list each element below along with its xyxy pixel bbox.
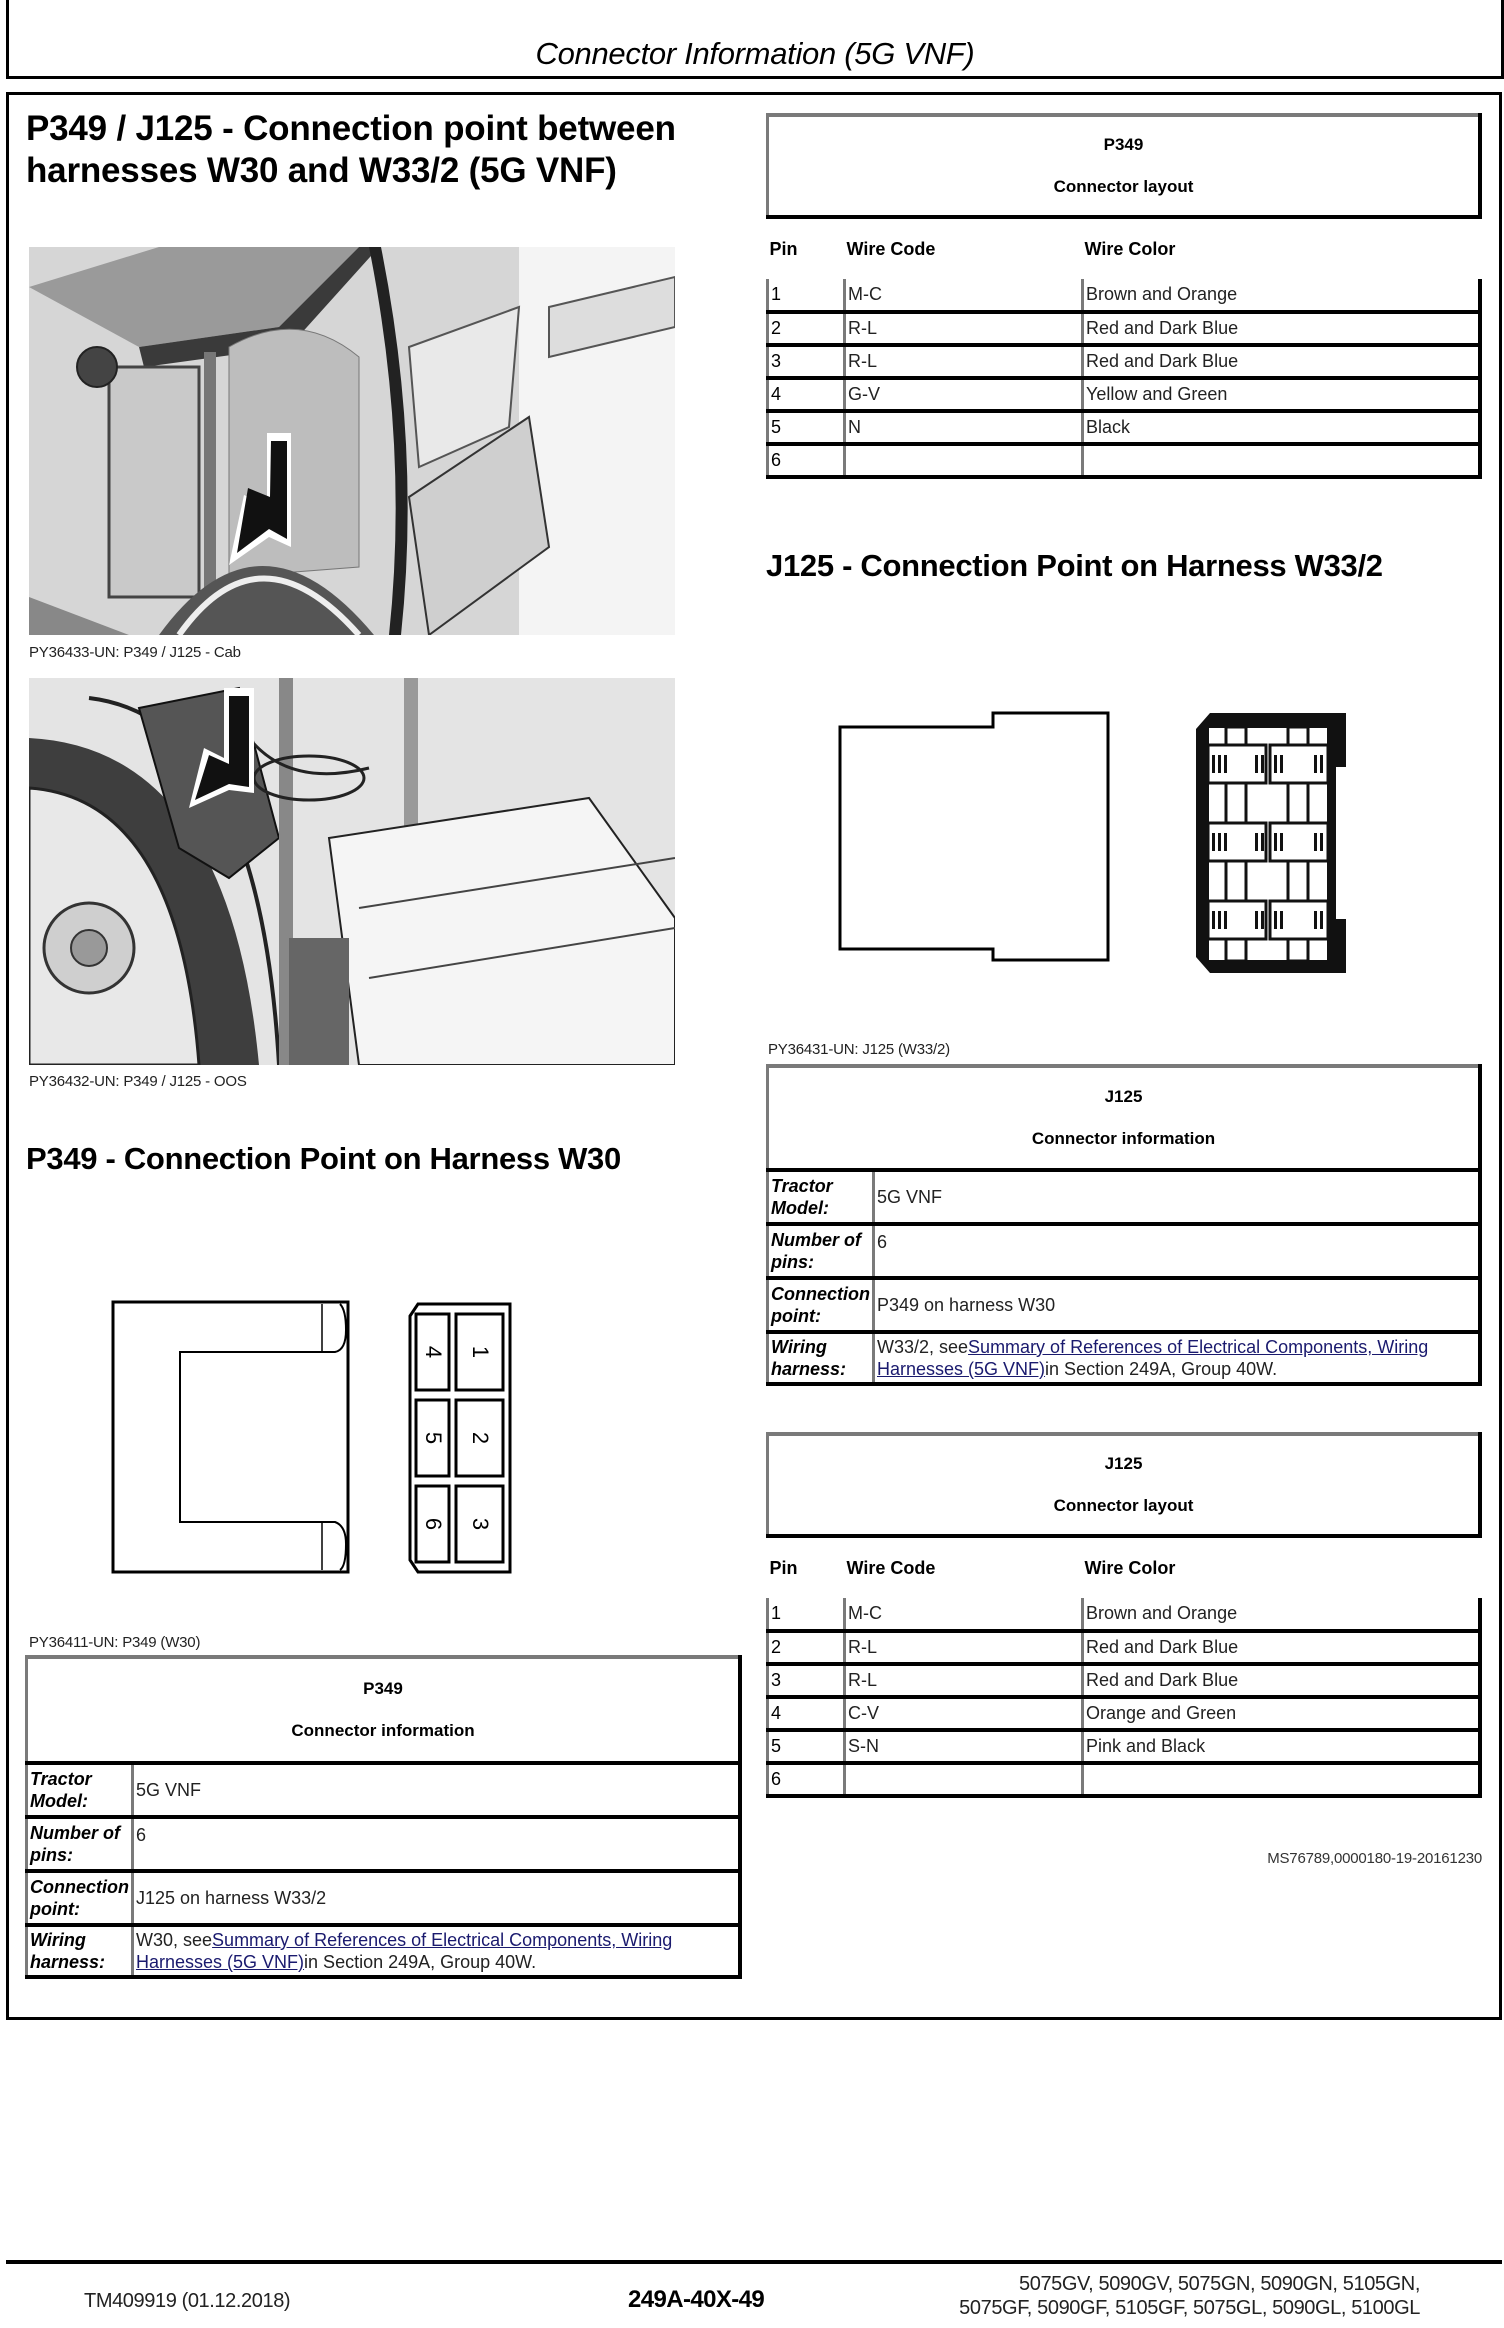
wire-color-cell: Brown and Orange [1083, 279, 1481, 312]
table-row [768, 1730, 1481, 1763]
number-of-pins-value: 6 [874, 1224, 1481, 1278]
p349-pin-label-5: 5 [421, 1431, 446, 1445]
wire-color-cell: Brown and Orange [1083, 1598, 1481, 1631]
wire-code-cell: R-L [845, 345, 1083, 378]
wiring-harness-value [133, 1925, 741, 1977]
column-header-wire-code: Wire Code [846, 1557, 936, 1578]
wire-color-cell: Red and Dark Blue [1083, 345, 1481, 378]
j125-info-connector: J125 [1104, 1087, 1143, 1106]
pin-cell: 5 [768, 411, 845, 444]
column-header-wire-color: Wire Color [1084, 1557, 1176, 1578]
wire-color-cell: Pink and Black [1083, 1730, 1481, 1763]
table-row [768, 1664, 1481, 1697]
p349-pin-label-3: 3 [468, 1517, 493, 1531]
table-row [768, 312, 1481, 345]
section-title [26, 108, 676, 192]
cab-photo-caption: PY36433-UN: P349 / J125 - Cab [29, 644, 241, 661]
pin-cell: 1 [768, 279, 845, 312]
number-of-pins-value: 6 [133, 1817, 741, 1871]
table-row [768, 345, 1481, 378]
j125-layout-connector: J125 [1104, 1454, 1143, 1473]
connection-point-label: Connection point: [768, 1278, 874, 1332]
table-row [768, 444, 1481, 477]
footer-models-line2: 5075GF, 5090GF, 5105GF, 5075GL, 5090GL, 5100GL [959, 2297, 1420, 2319]
j125-connector-drawing [830, 705, 1360, 985]
column-header-pin: Pin [769, 238, 798, 259]
connection-point-value: J125 on harness W33/2 [133, 1871, 741, 1925]
wire-code-cell: R-L [845, 312, 1083, 345]
info-row-number-of-pins [27, 1817, 741, 1871]
section-title-line2: harnesses W30 and W33/2 (5G VNF) [26, 151, 617, 190]
footer-doc-id: TM409919 (01.12.2018) [84, 2290, 291, 2312]
harness-prefix: W30, see [136, 1930, 213, 1950]
tractor-model-label: Tractor Model: [768, 1170, 874, 1224]
wire-color-cell [1083, 444, 1481, 477]
p349-info-connector: P349 [363, 1679, 403, 1698]
wire-color-cell: Red and Dark Blue [1083, 1631, 1481, 1664]
cab-illustration [29, 247, 675, 635]
p349-connector-drawing [100, 1290, 620, 1580]
tractor-model-value: 5G VNF [874, 1170, 1481, 1224]
column-header-wire-code: Wire Code [846, 238, 936, 259]
wire-code-cell: N [845, 411, 1083, 444]
p349-heading: P349 - Connection Point on Harness W30 [26, 1141, 621, 1176]
p349-layout-subtitle: Connector layout [1053, 177, 1194, 196]
pin-cell: 2 [768, 1631, 845, 1664]
pin-cell: 4 [768, 1697, 845, 1730]
footer-rule [6, 2260, 1502, 2264]
p349-layout-connector: P349 [1103, 135, 1144, 154]
footer-models [860, 2272, 1420, 2320]
j125-info-table [766, 1064, 1482, 1386]
info-row-connection-point [768, 1278, 1481, 1332]
wire-code-cell [845, 444, 1083, 477]
p349-drawing-caption: PY36411-UN: P349 (W30) [29, 1634, 201, 1651]
harness-suffix: in Section 249A, Group 40W. [1045, 1359, 1278, 1379]
wire-color-cell: Orange and Green [1083, 1697, 1481, 1730]
pin-cell: 4 [768, 378, 845, 411]
wire-color-cell [1083, 1763, 1481, 1796]
wire-color-cell: Red and Dark Blue [1083, 1664, 1481, 1697]
wire-code-cell: M-C [845, 279, 1083, 312]
p349-layout-table [766, 113, 1482, 479]
j125-layout-header [768, 1434, 1481, 1536]
p349-info-table [25, 1655, 742, 1979]
wire-code-cell: M-C [845, 1598, 1083, 1631]
pin-cell: 1 [768, 1598, 845, 1631]
wire-code-cell: S-N [845, 1730, 1083, 1763]
connection-point-label: Connection point: [27, 1871, 133, 1925]
p349-pin-label-4: 4 [421, 1345, 446, 1359]
table-row [768, 411, 1481, 444]
wire-code-cell [845, 1763, 1083, 1796]
wire-code-cell: G-V [845, 378, 1083, 411]
oos-photo-caption: PY36432-UN: P349 / J125 - OOS [29, 1073, 247, 1090]
wiring-harness-label: Wiring harness: [27, 1925, 133, 1977]
summary-references-link[interactable]: Summary of References of Electrical Components, Wiring Harnesses (5G VNF) [877, 1337, 1429, 1379]
harness-suffix: in Section 249A, Group 40W. [304, 1952, 537, 1972]
oos-illustration [29, 678, 675, 1065]
summary-references-link[interactable]: Summary of References of Electrical Components, Wiring Harnesses (5G VNF) [136, 1930, 673, 1972]
j125-layout-column-headers [768, 1536, 1481, 1598]
info-row-connection-point [27, 1871, 741, 1925]
info-row-tractor-model [768, 1170, 1481, 1224]
column-header-wire-color: Wire Color [1084, 238, 1176, 259]
info-row-wiring-harness [768, 1332, 1481, 1384]
reference-id: MS76789,0000180-19-20161230 [1267, 1850, 1482, 1867]
info-row-tractor-model [27, 1763, 741, 1817]
j125-face [1196, 713, 1346, 973]
j125-drawing-caption: PY36431-UN: J125 (W33/2) [768, 1041, 950, 1058]
p349-pin-label-2: 2 [468, 1431, 493, 1445]
pin-cell: 5 [768, 1730, 845, 1763]
harness-prefix: W33/2, see [877, 1337, 969, 1357]
p349-info-subtitle: Connector information [291, 1721, 475, 1740]
number-of-pins-label: Number of pins: [27, 1817, 133, 1871]
tractor-model-value: 5G VNF [133, 1763, 741, 1817]
page-title: Connector Information (5G VNF) [535, 36, 975, 71]
pin-cell: 3 [768, 1664, 845, 1697]
connection-point-value: P349 on harness W30 [874, 1278, 1481, 1332]
p349-pin-label-6: 6 [421, 1517, 446, 1531]
j125-heading: J125 - Connection Point on Harness W33/2 [766, 548, 1383, 583]
table-row [768, 279, 1481, 312]
wiring-harness-value [874, 1332, 1481, 1384]
wire-color-cell: Yellow and Green [1083, 378, 1481, 411]
p349-connector-svg [100, 1290, 620, 1580]
pin-cell: 6 [768, 444, 845, 477]
p349-layout-header [768, 115, 1481, 217]
table-row [768, 1763, 1481, 1796]
pin-cell: 2 [768, 312, 845, 345]
page-header [6, 0, 1504, 79]
wire-code-cell: R-L [845, 1631, 1083, 1664]
p349-info-header [27, 1657, 741, 1763]
p349-layout-column-headers [768, 217, 1481, 279]
table-row [768, 1697, 1481, 1730]
footer-models-line1: 5075GV, 5090GV, 5075GN, 5090GN, 5105GN, [1019, 2273, 1420, 2295]
info-row-number-of-pins [768, 1224, 1481, 1278]
table-row [768, 378, 1481, 411]
wiring-harness-label: Wiring harness: [768, 1332, 874, 1384]
oos-photo [29, 678, 675, 1065]
info-row-wiring-harness [27, 1925, 741, 1977]
j125-connector-svg [830, 705, 1360, 985]
footer-page-number: 249A-40X-49 [628, 2286, 765, 2313]
table-row [768, 1598, 1481, 1631]
wire-code-cell: C-V [845, 1697, 1083, 1730]
j125-info-subtitle: Connector information [1031, 1129, 1216, 1148]
wire-color-cell: Red and Dark Blue [1083, 312, 1481, 345]
table-row [768, 1631, 1481, 1664]
wire-color-cell: Black [1083, 411, 1481, 444]
tractor-model-label: Tractor Model: [27, 1763, 133, 1817]
pin-cell: 3 [768, 345, 845, 378]
wire-code-cell: R-L [845, 1664, 1083, 1697]
pin-cell: 6 [768, 1763, 845, 1796]
cab-photo [29, 247, 675, 635]
column-header-pin: Pin [769, 1557, 798, 1578]
p349-pin-label-1: 1 [468, 1345, 493, 1359]
j125-layout-subtitle: Connector layout [1053, 1496, 1194, 1515]
section-title-line1: P349 / J125 - Connection point between [26, 109, 676, 148]
j125-layout-table [766, 1432, 1482, 1798]
number-of-pins-label: Number of pins: [768, 1224, 874, 1278]
j125-info-header [768, 1066, 1481, 1170]
